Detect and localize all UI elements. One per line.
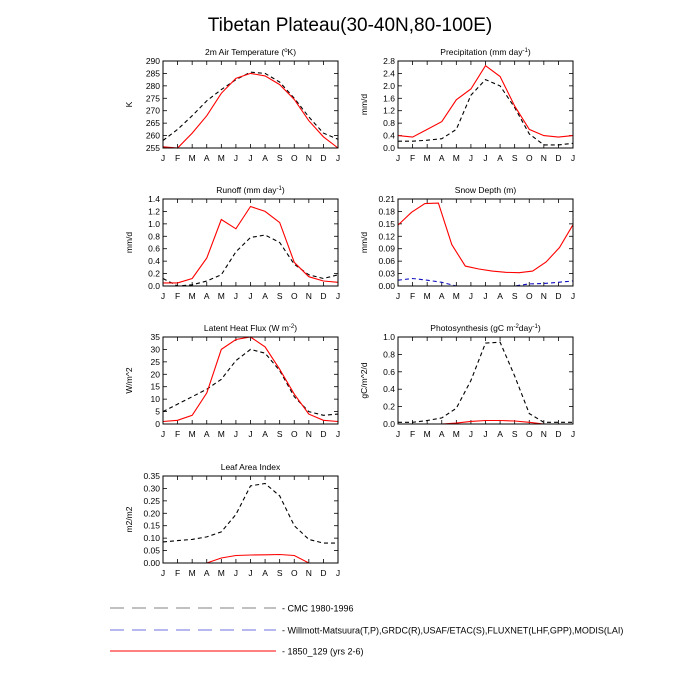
x-tick-label: J <box>570 291 576 301</box>
x-tick-label: J <box>160 153 166 163</box>
x-tick-label: N <box>540 153 547 163</box>
y-tick-label: 1.0 <box>383 332 395 342</box>
y-tick-label: 0.03 <box>378 268 395 279</box>
series-line-2 <box>163 73 338 148</box>
series-line-1 <box>163 235 338 286</box>
x-tick-label: O <box>290 429 298 439</box>
chart-title <box>430 323 541 333</box>
x-tick-label: J <box>233 429 239 439</box>
legend-label: - CMC 1980-1996 <box>282 603 354 614</box>
y-tick-label: 0.15 <box>143 520 160 531</box>
x-tick-label: M <box>188 429 196 439</box>
x-tick-label: N <box>305 153 312 163</box>
x-tick-label: A <box>203 153 210 163</box>
x-tick-label: A <box>438 291 445 301</box>
x-tick-label: J <box>248 153 253 163</box>
series-line-2 <box>163 207 338 283</box>
y-axis-label: W/m^2 <box>124 367 134 394</box>
x-tick-label: N <box>540 291 547 301</box>
chart-panel-1 <box>124 47 340 163</box>
y-tick-label: 0.10 <box>143 533 160 544</box>
x-tick-label: M <box>452 291 460 301</box>
chart-title-tail: ) <box>281 185 285 195</box>
y-axis-label: m2/m2 <box>124 506 134 533</box>
x-tick-label: J <box>233 568 239 578</box>
x-tick-label: F <box>409 429 416 439</box>
x-tick-label: J <box>248 429 253 439</box>
chart-title-sup2: -1 <box>532 324 538 330</box>
x-tick-label: J <box>160 291 166 301</box>
x-tick-label: J <box>160 429 166 439</box>
x-tick-label: S <box>276 429 283 439</box>
y-tick-label: 285 <box>145 68 160 79</box>
series-line-2 <box>398 66 573 137</box>
y-tick-label: 1.4 <box>148 194 160 204</box>
y-tick-label: 0.2 <box>148 268 160 279</box>
x-tick-label: M <box>217 291 225 301</box>
plot-frame <box>163 61 338 148</box>
x-tick-label: M <box>217 153 225 163</box>
x-tick-label: J <box>233 291 239 301</box>
x-tick-label: J <box>395 153 401 163</box>
y-tick-label: 265 <box>145 118 160 129</box>
x-tick-label: O <box>525 429 533 439</box>
x-tick-label: D <box>320 568 327 578</box>
x-tick-label: J <box>570 153 576 163</box>
chart-title-main: Latent Heat Flux (W m <box>203 323 289 333</box>
x-tick-label: A <box>262 429 268 439</box>
y-tick-label: 270 <box>145 105 160 116</box>
x-tick-label: J <box>395 291 401 301</box>
y-tick-label: 0.8 <box>383 349 395 360</box>
plot-frame <box>398 61 573 148</box>
chart-title <box>204 323 297 333</box>
y-tick-label: 5 <box>155 406 160 417</box>
x-tick-label: A <box>203 568 210 578</box>
y-tick-label: 0.4 <box>148 256 160 267</box>
x-tick-label: S <box>276 291 283 301</box>
x-tick-label: D <box>320 153 327 163</box>
x-tick-label: D <box>555 429 562 439</box>
x-tick-label: F <box>174 291 181 301</box>
y-tick-label: 0.00 <box>378 281 395 291</box>
x-tick-label: A <box>438 429 445 439</box>
y-axis-label: mm/d <box>359 231 369 254</box>
y-tick-label: 0.0 <box>148 281 160 291</box>
y-tick-label: 255 <box>145 143 160 153</box>
chart-title <box>205 47 296 57</box>
y-tick-label: 20 <box>150 369 160 380</box>
y-tick-label: 0.20 <box>143 508 160 519</box>
x-tick-label: D <box>555 153 562 163</box>
x-tick-label: J <box>483 429 488 439</box>
x-tick-label: F <box>174 153 181 163</box>
chart-title-main: Runoff (mm day <box>216 185 277 195</box>
y-tick-label: 0.15 <box>378 218 395 229</box>
chart-title-tail2: ) <box>537 323 541 333</box>
y-tick-label: 35 <box>150 332 160 342</box>
y-tick-label: 0.18 <box>378 206 395 217</box>
y-tick-label: 0 <box>155 419 160 429</box>
x-tick-label: J <box>160 568 166 578</box>
y-tick-label: 0.8 <box>383 118 395 129</box>
chart-title-sup: -1 <box>522 48 528 54</box>
legend-label: - Willmott-Matsuura(T,P),GRDC(R),USAF/ETAC(S),FLUXNET(LHF,GPP),MODIS(LAI) <box>282 625 624 636</box>
x-tick-label: J <box>248 291 253 301</box>
y-tick-label: 0.0 <box>383 143 395 153</box>
y-tick-label: 0.4 <box>383 384 395 395</box>
y-tick-label: 0.2 <box>383 401 395 412</box>
x-tick-label: N <box>305 291 312 301</box>
y-tick-label: 0.12 <box>378 231 395 242</box>
chart-title-main: Precipitation (mm day <box>440 47 523 57</box>
series-line-1 <box>163 349 338 415</box>
y-tick-label: 275 <box>145 93 160 104</box>
x-tick-label: N <box>305 568 312 578</box>
x-tick-label: O <box>290 153 298 163</box>
y-tick-label: 0.25 <box>143 495 160 506</box>
x-tick-label: N <box>305 429 312 439</box>
x-tick-label: D <box>320 429 327 439</box>
panels <box>124 47 575 578</box>
page-title: Tibetan Plateau(30-40N,80-100E) <box>207 15 493 36</box>
x-tick-label: J <box>233 153 239 163</box>
x-tick-label: M <box>217 429 225 439</box>
x-tick-label: A <box>203 429 210 439</box>
x-tick-label: N <box>540 429 547 439</box>
series-line-1 <box>163 72 338 140</box>
x-tick-label: M <box>188 568 196 578</box>
x-tick-label: M <box>423 291 431 301</box>
y-tick-label: 0.6 <box>383 366 395 377</box>
chart-panel-6 <box>359 323 575 439</box>
x-tick-label: J <box>395 429 401 439</box>
x-tick-label: J <box>468 429 474 439</box>
y-tick-label: 1.2 <box>148 206 160 217</box>
y-tick-label: 0.09 <box>378 243 395 254</box>
x-tick-label: S <box>511 291 518 301</box>
x-tick-label: J <box>570 429 576 439</box>
y-tick-label: 0.6 <box>148 243 160 254</box>
y-tick-label: 0.00 <box>143 558 160 568</box>
chart-panel-7 <box>124 462 340 578</box>
x-tick-label: O <box>290 291 298 301</box>
chart-title-sup: -2 <box>288 324 295 330</box>
x-tick-label: J <box>483 153 488 163</box>
plot-frame <box>163 199 338 286</box>
chart-title-tail: K) <box>287 47 297 57</box>
x-tick-label: J <box>335 429 341 439</box>
series-line-1 <box>163 484 338 544</box>
y-tick-label: 280 <box>145 80 160 91</box>
x-tick-label: M <box>217 568 225 578</box>
chart-title-sup: -2 <box>513 324 519 330</box>
y-tick-label: 0.8 <box>148 231 160 242</box>
chart-panel-4 <box>359 185 575 301</box>
x-tick-label: S <box>511 429 518 439</box>
y-tick-label: 15 <box>150 381 160 392</box>
x-tick-label: M <box>188 291 196 301</box>
y-tick-label: 2.0 <box>383 80 395 91</box>
x-tick-label: J <box>468 291 474 301</box>
x-tick-label: A <box>497 429 503 439</box>
chart-panel-2 <box>359 47 575 163</box>
x-tick-label: A <box>262 153 268 163</box>
x-tick-label: F <box>409 291 416 301</box>
x-tick-label: M <box>423 153 431 163</box>
chart-panel-5 <box>124 323 340 439</box>
chart-title-main: Snow Depth (m) <box>454 185 517 195</box>
x-tick-label: S <box>276 568 283 578</box>
x-tick-label: A <box>203 291 210 301</box>
x-tick-label: M <box>188 153 196 163</box>
x-tick-label: A <box>438 153 445 163</box>
plot-frame <box>398 337 573 424</box>
x-tick-label: D <box>555 291 562 301</box>
chart-title <box>440 47 531 57</box>
x-tick-label: S <box>511 153 518 163</box>
y-tick-label: 2.8 <box>383 56 395 66</box>
chart-title-tail: day <box>518 323 533 333</box>
chart-title-main: Leaf Area Index <box>220 462 281 472</box>
chart-title-tail: ) <box>294 323 298 333</box>
chart-title-sup: -1 <box>276 186 282 192</box>
chart-title <box>221 462 281 472</box>
x-tick-label: J <box>335 291 341 301</box>
x-tick-label: J <box>335 153 341 163</box>
x-tick-label: J <box>468 153 474 163</box>
chart-title-tail: ) <box>527 47 531 57</box>
y-tick-label: 0.06 <box>378 256 395 267</box>
y-tick-label: 30 <box>150 344 160 355</box>
y-axis-label: K <box>124 101 134 108</box>
y-tick-label: 0.05 <box>143 545 160 556</box>
y-tick-label: 0.0 <box>383 419 395 429</box>
x-tick-label: A <box>497 291 503 301</box>
legend <box>110 604 623 657</box>
y-tick-label: 1.2 <box>383 105 395 116</box>
legend-label: - 1850_129 (yrs 2-6) <box>282 646 364 657</box>
chart-title-sup: o <box>284 48 288 54</box>
x-tick-label: F <box>174 429 181 439</box>
y-tick-label: 1.0 <box>148 218 160 229</box>
x-tick-label: J <box>483 291 488 301</box>
x-tick-label: D <box>320 291 327 301</box>
y-axis-label: gC/m^2/d <box>359 362 369 399</box>
y-tick-label: 0.35 <box>143 471 160 481</box>
x-tick-label: J <box>248 568 253 578</box>
chart-title <box>216 185 285 195</box>
y-tick-label: 0.4 <box>383 130 395 141</box>
x-tick-label: A <box>262 568 268 578</box>
x-tick-label: O <box>525 291 533 301</box>
x-tick-label: O <box>290 568 298 578</box>
chart-panel-3 <box>124 185 340 301</box>
y-tick-label: 260 <box>145 130 160 141</box>
x-tick-label: A <box>262 291 268 301</box>
y-tick-label: 290 <box>145 56 160 66</box>
y-tick-label: 10 <box>150 394 160 405</box>
x-tick-label: F <box>409 153 416 163</box>
x-tick-label: J <box>335 568 341 578</box>
y-tick-label: 2.4 <box>383 68 395 79</box>
y-axis-label: mm/d <box>124 231 134 254</box>
x-tick-label: O <box>525 153 533 163</box>
x-tick-label: S <box>276 153 283 163</box>
y-axis-label: mm/d <box>359 93 369 116</box>
chart-title <box>455 185 517 195</box>
plot-frame <box>163 476 338 563</box>
x-tick-label: M <box>452 429 460 439</box>
chart-title-main: Photosynthesis (gC m <box>430 323 514 333</box>
x-tick-label: A <box>497 153 503 163</box>
chart-title-main: 2m Air Temperature ( <box>204 47 285 57</box>
y-tick-label: 1.6 <box>383 93 395 104</box>
series-line-1 <box>398 80 573 145</box>
x-tick-label: M <box>423 429 431 439</box>
x-tick-label: M <box>452 153 460 163</box>
y-tick-label: 0.21 <box>378 194 395 204</box>
series-line-2 <box>398 203 573 273</box>
x-tick-label: F <box>174 568 181 578</box>
y-tick-label: 0.30 <box>143 483 160 494</box>
series-line-1 <box>398 342 573 422</box>
plot-frame <box>398 199 573 286</box>
y-tick-label: 25 <box>150 356 160 367</box>
